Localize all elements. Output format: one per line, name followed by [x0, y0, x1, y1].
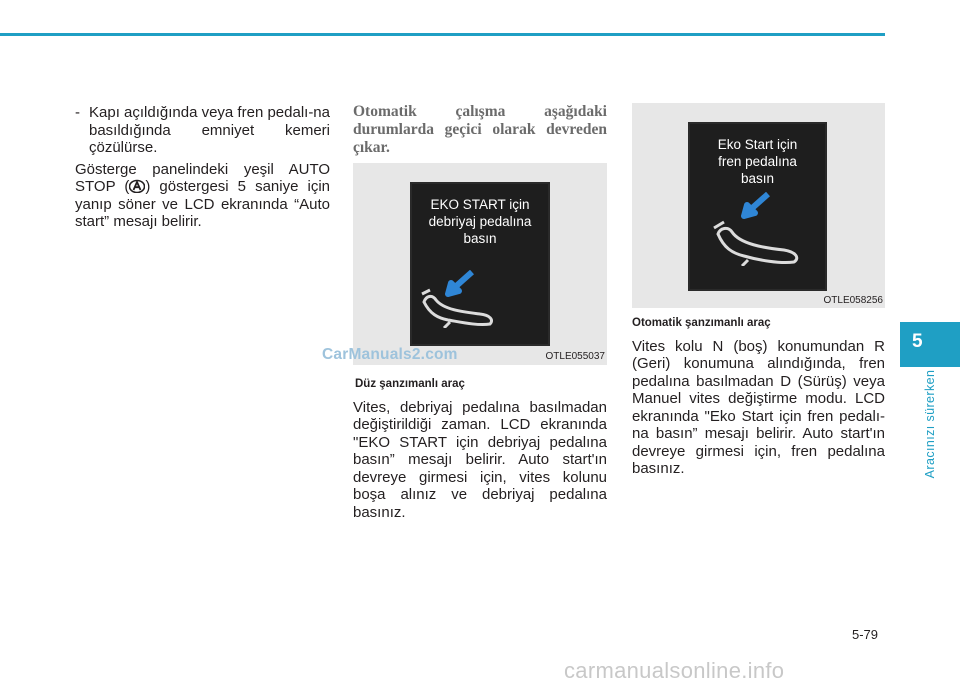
bullet-dash: - — [75, 104, 80, 121]
subheading-manual: Düz şanzımanlı araç — [355, 378, 465, 390]
body-manual: Vites, debriyaj pedalına basılmadan değiştirildiği zaman. LCD ekranında "EKO START için debriyaj pedalına basın” mesajı belirir. Auto start'ın devreye girmesi için, vites kolunu boşa alınız ve debriyaj pedalına basınız. — [353, 398, 607, 521]
watermark-top[interactable]: CarManuals2.com — [322, 346, 458, 363]
auto-stop-paragraph — [75, 161, 330, 231]
lcd-line-1: EKO START için — [430, 197, 530, 212]
auto-stop-icon — [129, 179, 145, 193]
figure-manual-transmission — [353, 163, 607, 365]
figure-automatic-transmission — [632, 103, 885, 308]
lcd-message — [412, 196, 548, 247]
chapter-label: Aracınızı sürerken — [923, 369, 937, 479]
bullet-text: Kapı açıldığında veya fren pedalı-na basıldığında emniyet kemeri çözülürse. — [89, 104, 330, 156]
chapter-tab[interactable] — [900, 322, 960, 367]
column-middle-body — [353, 376, 607, 521]
lcd-message — [690, 136, 825, 187]
body-automatic: Vites kolu N (boş) konumundan R (Geri) konumuna alındığında, fren pedalına basılmadan D (Sürüş) veya Manuel vites değiştirme modu. LCD ekranında "Eko Start için fren pedalı-na basın” mesajı belirir. Auto start'ın devreye girmesi için, fren pedalına basınız. — [632, 337, 885, 477]
figure-code: OTLE058256 — [823, 295, 883, 306]
lcd-line-1: Eko Start için — [717, 137, 798, 152]
column-left — [75, 104, 330, 231]
lcd-line-3: basın — [740, 171, 775, 186]
pedal-foot-icon — [712, 220, 804, 266]
page-number: 5-79 — [852, 627, 879, 642]
column-middle-heading — [353, 103, 607, 157]
pedal-foot-icon — [420, 288, 498, 328]
chapter-number: 5 — [912, 331, 923, 352]
lcd-line-3: basın — [463, 231, 497, 246]
watermark-bottom[interactable]: carmanualsonline.info — [564, 658, 785, 683]
auto-stop-text-after: ) göstergesi 5 saniye için yanıp söner ve LCD ekranında “Auto start” mesajı belirir. — [75, 178, 330, 230]
lcd-line-2: debriyaj pedalına — [428, 214, 532, 229]
section-heading: Otomatik çalışma aşağıdaki durumlarda geçici olarak devreden çıkar. — [353, 103, 607, 156]
column-right-body — [632, 315, 885, 478]
arrow-icon — [738, 192, 772, 220]
lcd-screen — [410, 182, 550, 346]
lcd-line-2: fren pedalına — [718, 154, 797, 169]
lcd-screen — [688, 122, 827, 291]
figure-code: OTLE055037 — [545, 351, 605, 362]
subheading-automatic: Otomatik şanzımanlı araç — [632, 317, 771, 329]
top-rule — [0, 33, 885, 36]
bullet-item — [75, 104, 330, 157]
auto-stop-text-before: Gösterge panelindeki yeşil AUTO STOP ( — [75, 160, 330, 195]
